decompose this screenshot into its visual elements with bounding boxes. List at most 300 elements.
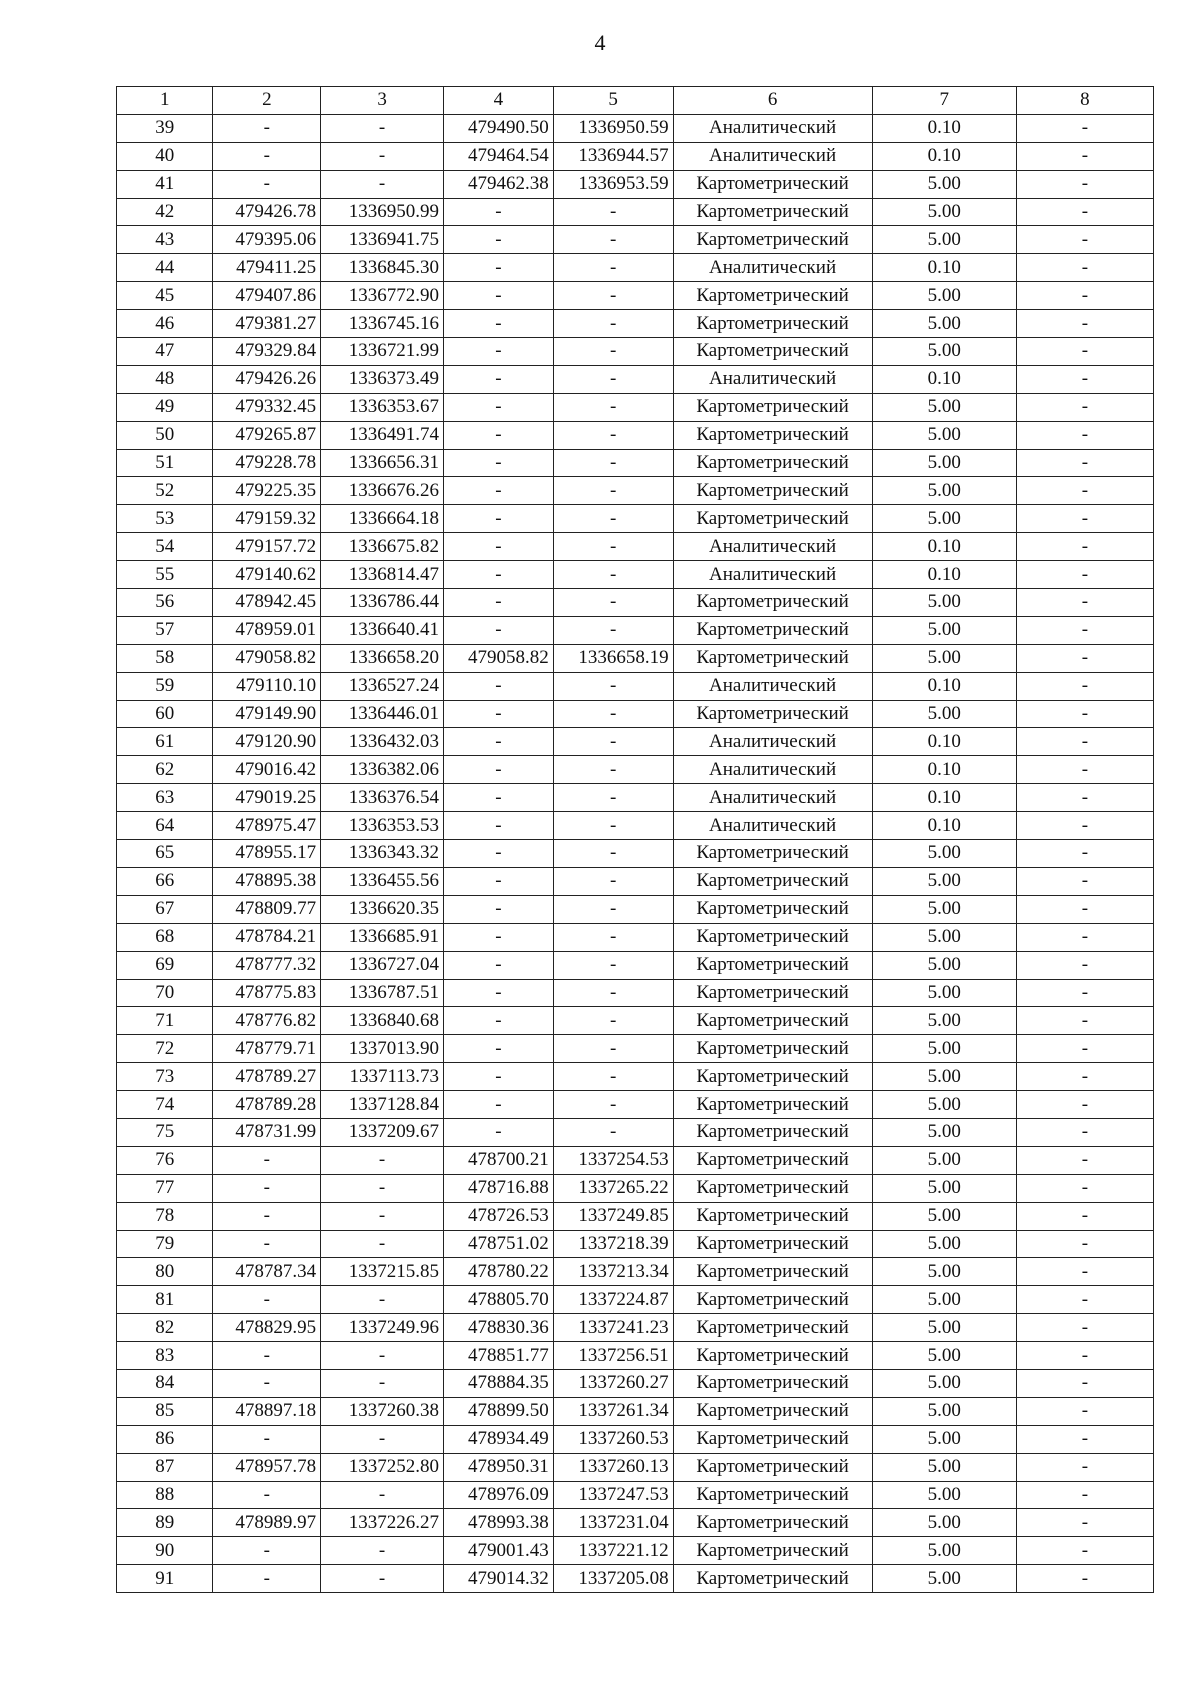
cell-method: Аналитический (673, 365, 872, 393)
cell-accuracy: 5.00 (872, 198, 1016, 226)
cell-point-number: 60 (117, 700, 213, 728)
table-row (117, 393, 1154, 421)
cell-x-coord-old: 478776.82 (213, 1007, 321, 1035)
cell-accuracy: 5.00 (872, 1314, 1016, 1342)
cell-note: - (1016, 310, 1153, 338)
cell-accuracy: 5.00 (872, 1091, 1016, 1119)
cell-point-number: 89 (117, 1509, 213, 1537)
cell-note: - (1016, 1063, 1153, 1091)
cell-y-coord-new: 1336950.59 (553, 114, 673, 142)
cell-y-coord-old: 1337013.90 (321, 1035, 444, 1063)
cell-note: - (1016, 449, 1153, 477)
table-row (117, 1453, 1154, 1481)
cell-note: - (1016, 923, 1153, 951)
header-col-4: 4 (444, 87, 554, 115)
cell-method: Картометрический (673, 449, 872, 477)
cell-method: Картометрический (673, 1146, 872, 1174)
cell-accuracy: 5.00 (872, 477, 1016, 505)
cell-x-coord-old: 478975.47 (213, 812, 321, 840)
table-row (117, 812, 1154, 840)
cell-x-coord-old: 478809.77 (213, 895, 321, 923)
cell-y-coord-old: 1336664.18 (321, 505, 444, 533)
cell-x-coord-old: - (213, 1286, 321, 1314)
cell-method: Картометрический (673, 170, 872, 198)
cell-y-coord-new: - (553, 198, 673, 226)
cell-accuracy: 5.00 (872, 393, 1016, 421)
cell-note: - (1016, 1174, 1153, 1202)
cell-x-coord-new: 479490.50 (444, 114, 554, 142)
cell-x-coord-new: - (444, 1091, 554, 1119)
cell-x-coord-old: - (213, 1565, 321, 1593)
cell-note: - (1016, 477, 1153, 505)
cell-y-coord-old: 1336675.82 (321, 533, 444, 561)
cell-x-coord-new: 479001.43 (444, 1537, 554, 1565)
cell-note: - (1016, 1369, 1153, 1397)
cell-note: - (1016, 951, 1153, 979)
cell-y-coord-old: 1336432.03 (321, 728, 444, 756)
cell-x-coord-old: 479426.78 (213, 198, 321, 226)
table-row (117, 589, 1154, 617)
cell-method: Картометрический (673, 1565, 872, 1593)
cell-y-coord-new: 1337261.34 (553, 1397, 673, 1425)
cell-y-coord-new: - (553, 338, 673, 366)
cell-x-coord-new: - (444, 477, 554, 505)
cell-accuracy: 5.00 (872, 1230, 1016, 1258)
cell-accuracy: 5.00 (872, 1565, 1016, 1593)
cell-y-coord-new: - (553, 979, 673, 1007)
cell-y-coord-old: 1336343.32 (321, 840, 444, 868)
table-row (117, 1146, 1154, 1174)
cell-x-coord-new: 478993.38 (444, 1509, 554, 1537)
cell-accuracy: 5.00 (872, 951, 1016, 979)
cell-y-coord-old: 1336353.53 (321, 812, 444, 840)
cell-x-coord-old: 478789.28 (213, 1091, 321, 1119)
cell-accuracy: 5.00 (872, 589, 1016, 617)
cell-x-coord-old: 478829.95 (213, 1314, 321, 1342)
cell-x-coord-new: - (444, 784, 554, 812)
coordinates-table (116, 86, 1154, 1593)
cell-x-coord-new: - (444, 867, 554, 895)
cell-x-coord-old: 479411.25 (213, 254, 321, 282)
cell-accuracy: 5.00 (872, 867, 1016, 895)
table-row (117, 310, 1154, 338)
cell-y-coord-old: 1336840.68 (321, 1007, 444, 1035)
cell-y-coord-new: - (553, 1118, 673, 1146)
cell-note: - (1016, 1035, 1153, 1063)
cell-accuracy: 5.00 (872, 449, 1016, 477)
cell-method: Картометрический (673, 393, 872, 421)
cell-x-coord-old: - (213, 1369, 321, 1397)
cell-point-number: 52 (117, 477, 213, 505)
cell-x-coord-new: - (444, 616, 554, 644)
cell-accuracy: 0.10 (872, 254, 1016, 282)
cell-y-coord-new: - (553, 923, 673, 951)
cell-accuracy: 5.00 (872, 1369, 1016, 1397)
cell-point-number: 41 (117, 170, 213, 198)
cell-method: Картометрический (673, 1035, 872, 1063)
cell-x-coord-old: 479426.26 (213, 365, 321, 393)
cell-method: Картометрический (673, 338, 872, 366)
cell-method: Картометрический (673, 979, 872, 1007)
cell-x-coord-new: - (444, 672, 554, 700)
cell-note: - (1016, 1509, 1153, 1537)
cell-point-number: 46 (117, 310, 213, 338)
cell-accuracy: 0.10 (872, 756, 1016, 784)
cell-y-coord-new: - (553, 812, 673, 840)
header-col-3: 3 (321, 87, 444, 115)
cell-note: - (1016, 254, 1153, 282)
cell-x-coord-old: 479228.78 (213, 449, 321, 477)
cell-x-coord-new: 478805.70 (444, 1286, 554, 1314)
cell-y-coord-new: 1337218.39 (553, 1230, 673, 1258)
table-row (117, 616, 1154, 644)
cell-x-coord-new: - (444, 589, 554, 617)
cell-method: Картометрический (673, 616, 872, 644)
cell-accuracy: 5.00 (872, 1425, 1016, 1453)
cell-point-number: 72 (117, 1035, 213, 1063)
cell-x-coord-old: 478955.17 (213, 840, 321, 868)
cell-x-coord-old: 479110.10 (213, 672, 321, 700)
cell-accuracy: 5.00 (872, 421, 1016, 449)
cell-x-coord-old: 478897.18 (213, 1397, 321, 1425)
cell-note: - (1016, 700, 1153, 728)
cell-x-coord-old: - (213, 1537, 321, 1565)
cell-accuracy: 5.00 (872, 1258, 1016, 1286)
cell-method: Картометрический (673, 1537, 872, 1565)
cell-x-coord-old: - (213, 1202, 321, 1230)
cell-method: Картометрический (673, 644, 872, 672)
cell-accuracy: 5.00 (872, 840, 1016, 868)
table-row (117, 477, 1154, 505)
cell-note: - (1016, 226, 1153, 254)
cell-method: Картометрический (673, 1314, 872, 1342)
table-row (117, 421, 1154, 449)
table-row (117, 951, 1154, 979)
cell-point-number: 75 (117, 1118, 213, 1146)
cell-y-coord-new: 1336658.19 (553, 644, 673, 672)
cell-accuracy: 0.10 (872, 672, 1016, 700)
cell-point-number: 67 (117, 895, 213, 923)
cell-y-coord-new: - (553, 672, 673, 700)
cell-note: - (1016, 728, 1153, 756)
cell-y-coord-old: 1336772.90 (321, 282, 444, 310)
cell-note: - (1016, 1342, 1153, 1370)
cell-x-coord-new: - (444, 840, 554, 868)
header-col-1: 1 (117, 87, 213, 115)
cell-x-coord-new: - (444, 1035, 554, 1063)
cell-accuracy: 5.00 (872, 1286, 1016, 1314)
cell-y-coord-new: - (553, 616, 673, 644)
cell-note: - (1016, 979, 1153, 1007)
cell-note: - (1016, 589, 1153, 617)
cell-y-coord-new: - (553, 561, 673, 589)
cell-y-coord-old: 1336446.01 (321, 700, 444, 728)
cell-method: Картометрический (673, 1425, 872, 1453)
cell-method: Картометрический (673, 477, 872, 505)
cell-y-coord-new: - (553, 1035, 673, 1063)
cell-note: - (1016, 756, 1153, 784)
cell-y-coord-old: 1336373.49 (321, 365, 444, 393)
cell-x-coord-new: - (444, 1063, 554, 1091)
cell-point-number: 82 (117, 1314, 213, 1342)
table-row (117, 170, 1154, 198)
cell-x-coord-new: 478976.09 (444, 1481, 554, 1509)
table-body (117, 114, 1154, 1592)
table-row (117, 254, 1154, 282)
cell-accuracy: 0.10 (872, 142, 1016, 170)
cell-y-coord-old: 1336656.31 (321, 449, 444, 477)
table-row (117, 1342, 1154, 1370)
cell-y-coord-old: - (321, 1481, 444, 1509)
cell-x-coord-new: - (444, 198, 554, 226)
cell-note: - (1016, 282, 1153, 310)
cell-point-number: 62 (117, 756, 213, 784)
cell-x-coord-new: 478899.50 (444, 1397, 554, 1425)
cell-x-coord-new: - (444, 728, 554, 756)
cell-y-coord-old: - (321, 1425, 444, 1453)
cell-y-coord-new: - (553, 840, 673, 868)
cell-method: Картометрический (673, 505, 872, 533)
cell-x-coord-old: 478777.32 (213, 951, 321, 979)
header-col-8: 8 (1016, 87, 1153, 115)
cell-point-number: 68 (117, 923, 213, 951)
cell-y-coord-new: 1337221.12 (553, 1537, 673, 1565)
table-row (117, 728, 1154, 756)
cell-accuracy: 5.00 (872, 282, 1016, 310)
cell-point-number: 66 (117, 867, 213, 895)
cell-x-coord-new: - (444, 226, 554, 254)
cell-note: - (1016, 644, 1153, 672)
cell-method: Картометрический (673, 1369, 872, 1397)
cell-note: - (1016, 1453, 1153, 1481)
cell-x-coord-new: 478716.88 (444, 1174, 554, 1202)
cell-y-coord-new: - (553, 505, 673, 533)
cell-point-number: 79 (117, 1230, 213, 1258)
table-row (117, 1537, 1154, 1565)
cell-y-coord-new: - (553, 477, 673, 505)
header-col-7: 7 (872, 87, 1016, 115)
table-row (117, 1230, 1154, 1258)
cell-point-number: 58 (117, 644, 213, 672)
cell-point-number: 40 (117, 142, 213, 170)
cell-x-coord-old: - (213, 1425, 321, 1453)
cell-accuracy: 5.00 (872, 1453, 1016, 1481)
cell-y-coord-new: - (553, 1063, 673, 1091)
table-row (117, 867, 1154, 895)
table-row (117, 1007, 1154, 1035)
cell-method: Картометрический (673, 1091, 872, 1119)
cell-y-coord-new: - (553, 421, 673, 449)
cell-y-coord-new: 1337231.04 (553, 1509, 673, 1537)
table-row (117, 198, 1154, 226)
cell-x-coord-old: 479329.84 (213, 338, 321, 366)
cell-x-coord-old: - (213, 114, 321, 142)
cell-x-coord-old: 478989.97 (213, 1509, 321, 1537)
cell-point-number: 39 (117, 114, 213, 142)
cell-point-number: 70 (117, 979, 213, 1007)
cell-x-coord-old: 478787.34 (213, 1258, 321, 1286)
cell-note: - (1016, 1118, 1153, 1146)
cell-y-coord-new: - (553, 449, 673, 477)
cell-note: - (1016, 198, 1153, 226)
table-row (117, 784, 1154, 812)
cell-x-coord-new: 478751.02 (444, 1230, 554, 1258)
cell-y-coord-new: 1337265.22 (553, 1174, 673, 1202)
cell-y-coord-old: 1337128.84 (321, 1091, 444, 1119)
cell-y-coord-old: 1336491.74 (321, 421, 444, 449)
table-row (117, 1202, 1154, 1230)
cell-accuracy: 5.00 (872, 1035, 1016, 1063)
cell-point-number: 43 (117, 226, 213, 254)
table-row (117, 895, 1154, 923)
cell-x-coord-old: 478895.38 (213, 867, 321, 895)
cell-y-coord-new: - (553, 784, 673, 812)
cell-note: - (1016, 533, 1153, 561)
cell-accuracy: 5.00 (872, 1146, 1016, 1174)
cell-y-coord-old: - (321, 1174, 444, 1202)
cell-method: Картометрический (673, 1174, 872, 1202)
cell-note: - (1016, 421, 1153, 449)
cell-point-number: 78 (117, 1202, 213, 1230)
cell-x-coord-new: 479464.54 (444, 142, 554, 170)
cell-x-coord-new: - (444, 338, 554, 366)
cell-y-coord-old: - (321, 1369, 444, 1397)
cell-accuracy: 5.00 (872, 310, 1016, 338)
cell-y-coord-old: 1336676.26 (321, 477, 444, 505)
cell-note: - (1016, 365, 1153, 393)
cell-y-coord-new: - (553, 310, 673, 338)
cell-x-coord-new: - (444, 561, 554, 589)
cell-point-number: 84 (117, 1369, 213, 1397)
cell-accuracy: 5.00 (872, 1537, 1016, 1565)
cell-accuracy: 5.00 (872, 505, 1016, 533)
cell-y-coord-new: - (553, 226, 673, 254)
cell-y-coord-old: 1336745.16 (321, 310, 444, 338)
cell-y-coord-new: - (553, 1007, 673, 1035)
table-row (117, 114, 1154, 142)
table-row (117, 1565, 1154, 1593)
cell-x-coord-old: 479140.62 (213, 561, 321, 589)
cell-x-coord-old: 479407.86 (213, 282, 321, 310)
table-row (117, 1118, 1154, 1146)
cell-point-number: 73 (117, 1063, 213, 1091)
cell-accuracy: 5.00 (872, 1007, 1016, 1035)
table-row (117, 449, 1154, 477)
cell-x-coord-old: - (213, 1174, 321, 1202)
cell-accuracy: 5.00 (872, 1202, 1016, 1230)
cell-note: - (1016, 561, 1153, 589)
cell-y-coord-old: 1337249.96 (321, 1314, 444, 1342)
cell-accuracy: 0.10 (872, 812, 1016, 840)
cell-x-coord-new: - (444, 533, 554, 561)
cell-y-coord-old: 1336376.54 (321, 784, 444, 812)
cell-y-coord-old: 1336814.47 (321, 561, 444, 589)
cell-x-coord-new: 478780.22 (444, 1258, 554, 1286)
cell-x-coord-old: - (213, 170, 321, 198)
cell-method: Картометрический (673, 226, 872, 254)
cell-x-coord-old: 478789.27 (213, 1063, 321, 1091)
cell-point-number: 71 (117, 1007, 213, 1035)
cell-y-coord-new: - (553, 393, 673, 421)
cell-note: - (1016, 114, 1153, 142)
cell-accuracy: 5.00 (872, 1509, 1016, 1537)
cell-y-coord-new: 1337247.53 (553, 1481, 673, 1509)
cell-x-coord-old: 478731.99 (213, 1118, 321, 1146)
table-row (117, 338, 1154, 366)
cell-method: Картометрический (673, 1118, 872, 1146)
table-row (117, 1397, 1154, 1425)
header-col-6: 6 (673, 87, 872, 115)
cell-method: Аналитический (673, 784, 872, 812)
cell-point-number: 87 (117, 1453, 213, 1481)
cell-point-number: 74 (117, 1091, 213, 1119)
cell-point-number: 64 (117, 812, 213, 840)
cell-accuracy: 5.00 (872, 979, 1016, 1007)
cell-y-coord-new: 1336944.57 (553, 142, 673, 170)
cell-method: Картометрический (673, 1397, 872, 1425)
table-row (117, 923, 1154, 951)
cell-x-coord-new: 478884.35 (444, 1369, 554, 1397)
table-row (117, 505, 1154, 533)
cell-accuracy: 0.10 (872, 784, 1016, 812)
cell-note: - (1016, 1146, 1153, 1174)
table-row (117, 1314, 1154, 1342)
cell-y-coord-old: 1337260.38 (321, 1397, 444, 1425)
table-row (117, 561, 1154, 589)
cell-y-coord-old: 1337215.85 (321, 1258, 444, 1286)
cell-point-number: 45 (117, 282, 213, 310)
table-row (117, 533, 1154, 561)
cell-accuracy: 0.10 (872, 114, 1016, 142)
cell-y-coord-old: 1336727.04 (321, 951, 444, 979)
cell-x-coord-new: 479462.38 (444, 170, 554, 198)
cell-note: - (1016, 672, 1153, 700)
cell-x-coord-old: 479149.90 (213, 700, 321, 728)
cell-x-coord-old: 479058.82 (213, 644, 321, 672)
cell-y-coord-old: - (321, 142, 444, 170)
cell-y-coord-old: 1336640.41 (321, 616, 444, 644)
cell-point-number: 48 (117, 365, 213, 393)
cell-y-coord-old: 1336382.06 (321, 756, 444, 784)
cell-y-coord-new: 1336953.59 (553, 170, 673, 198)
cell-note: - (1016, 1537, 1153, 1565)
cell-y-coord-new: 1337260.27 (553, 1369, 673, 1397)
cell-x-coord-new: 478934.49 (444, 1425, 554, 1453)
cell-point-number: 54 (117, 533, 213, 561)
cell-x-coord-new: - (444, 393, 554, 421)
cell-method: Картометрический (673, 310, 872, 338)
table-row (117, 700, 1154, 728)
cell-y-coord-old: 1336721.99 (321, 338, 444, 366)
cell-x-coord-new: 478851.77 (444, 1342, 554, 1370)
cell-accuracy: 5.00 (872, 1174, 1016, 1202)
table-row (117, 1174, 1154, 1202)
cell-note: - (1016, 1286, 1153, 1314)
cell-method: Картометрический (673, 867, 872, 895)
cell-note: - (1016, 170, 1153, 198)
cell-point-number: 85 (117, 1397, 213, 1425)
cell-note: - (1016, 393, 1153, 421)
cell-y-coord-old: - (321, 114, 444, 142)
cell-point-number: 44 (117, 254, 213, 282)
cell-point-number: 83 (117, 1342, 213, 1370)
cell-y-coord-old: - (321, 1146, 444, 1174)
table-row (117, 142, 1154, 170)
cell-x-coord-old: 478779.71 (213, 1035, 321, 1063)
cell-x-coord-new: - (444, 951, 554, 979)
cell-note: - (1016, 505, 1153, 533)
cell-y-coord-new: 1337213.34 (553, 1258, 673, 1286)
